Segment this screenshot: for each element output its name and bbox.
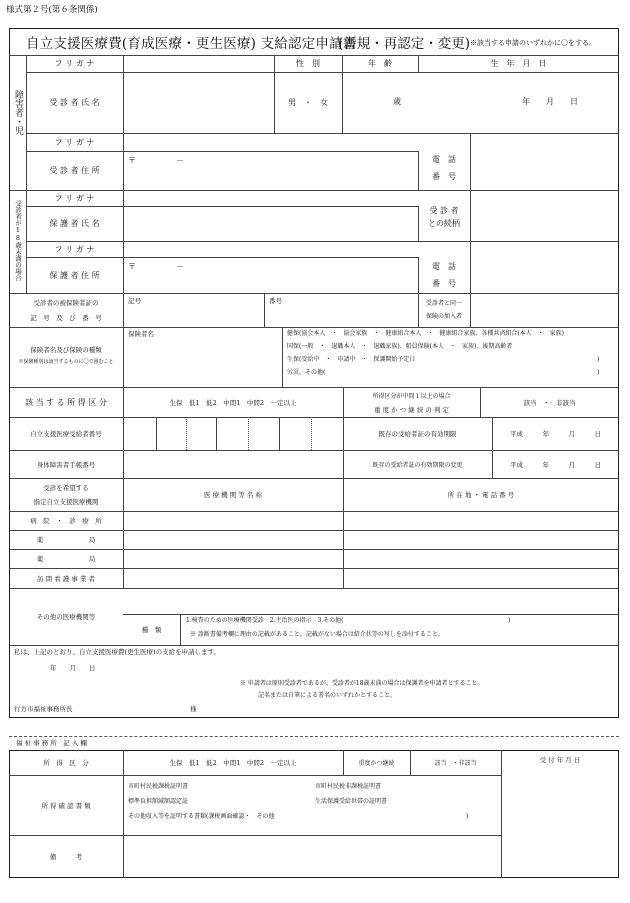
patient-phone-label-1: 電 話	[432, 155, 456, 164]
patient-address-label: 受 診 者 住 所	[49, 166, 100, 175]
form-label: 様式第２号(第６条関係)	[6, 5, 98, 15]
other-facility-label: その他の医療機関等	[36, 613, 96, 621]
title-note: ※該当する申請のいずれかに〇をする。	[470, 39, 596, 47]
guardian-name-label: 保 護 者 氏 名	[49, 219, 100, 228]
bangou-label: 番号	[269, 297, 282, 305]
birthdate-header: 生 年 月 日	[490, 59, 547, 68]
office-income-options[interactable]: 生保 低1 低2 中間1 中間2 一定以上	[169, 759, 297, 767]
severe-label-1: 所得区分が中間１以上の場合	[372, 392, 451, 400]
application-kind: (新規・再認定・変更)	[338, 36, 471, 52]
insurance-type-other-close: )	[597, 369, 600, 376]
guardian-postal[interactable]: 〒 －	[128, 262, 184, 271]
declaration-text: 私は、上記のとおり、自立支援医療費(更生医療)の支給を申請します。	[14, 648, 221, 656]
addressee: 行方市福祉事務所長	[14, 705, 73, 713]
doc-reduction-certificate[interactable]: 標準負担額減額認定証	[128, 798, 189, 805]
insurance-type-welfare-close: )	[597, 356, 600, 363]
guardian-address-furigana-label: フ リ ガ ナ	[54, 244, 95, 254]
insurer-note: ※保険種別は該当するものに〇で囲むこと	[18, 358, 114, 365]
handbook-no-label: 身体障害者手帳番号	[36, 460, 96, 469]
insurance-type-national[interactable]: 国保(一般 ・ 退職本人 ・ 退職家族)、船員保険(本人 ・ 家族)、後期高齢者	[287, 343, 513, 350]
income-class-options[interactable]: 生保 低1 低2 中間1 中間2 一定以上	[169, 398, 297, 407]
severe-label-2: 重 度 か つ 継 続 の 判 定	[373, 405, 450, 414]
insurance-type-other[interactable]: 労災、その他(	[287, 369, 326, 376]
office-header: 福 祉 事 務 所 記 入 欄	[16, 739, 87, 747]
sex-options[interactable]: 男 ・ 女	[288, 98, 328, 107]
home-nursing-label: 訪 問 看 護 事 業 者	[37, 574, 95, 583]
declaration-date[interactable]: 年 月 日	[50, 664, 96, 672]
doc-welfare-certificate[interactable]: 生活保護受給世帯の証明書	[315, 798, 388, 805]
hospital-label: 病 院 ・ 診 療 所	[30, 517, 102, 525]
guardian-address-label: 保 護 者 住 所	[49, 270, 100, 280]
income-class-label: 該 当 す る 所 得 区 分	[25, 397, 107, 407]
expiry-change-label: 既存の受給者証の有効期限の変更	[372, 461, 463, 469]
office-income-label: 所 得 区 分	[43, 759, 89, 767]
income-docs-label: 所 得 確 認 書 類	[41, 801, 91, 810]
facility-name-header: 医 療 機 関 等 名 称	[204, 491, 262, 499]
pharmacy-label-2: 薬 局	[36, 555, 96, 563]
age-unit: 歳	[393, 97, 401, 106]
existing-expiry-label: 既存の受給者証の有効期限	[378, 430, 457, 438]
patient-section-label: 障害者・児	[13, 90, 23, 135]
doc-nontax-certificate[interactable]: 市町村民税非課税証明書	[315, 783, 382, 790]
same-insurance-label-1: 受診者と同一	[425, 300, 462, 307]
age-header: 年 齢	[368, 59, 392, 68]
form-title: 自立支援医療費(育成医療・更生医療) 支給認定申請書	[26, 36, 357, 52]
patient-postal[interactable]: 〒 －	[128, 156, 184, 165]
guardian-furigana-label: フ リ ガ ナ	[54, 193, 95, 203]
doc-tax-certificate[interactable]: 市町村民税課税証明書	[128, 783, 189, 790]
minor-section-label: 受診者が18歳未満の場合	[14, 200, 22, 281]
kind-options[interactable]: 1.検査のための医療機関受診 2.主治医の指示 3.その他(	[186, 617, 344, 624]
kigou-label: 記号	[128, 297, 141, 305]
same-insurance-label-2: 保険の加入者	[425, 313, 462, 320]
office-severe-label: 重度かつ継続	[358, 760, 395, 767]
guardian-phone-label-2: 番 号	[432, 278, 456, 288]
address-furigana-label: フ リ ガ ナ	[54, 137, 95, 147]
kind-options-close: )	[508, 617, 511, 624]
relation-label-1: 受 診 者	[429, 205, 459, 215]
facility-address-header: 所 在 地 ・ 電 話 番 号	[447, 491, 515, 499]
insurance-no-label-2: 記 号 及 び 番 号	[30, 313, 102, 322]
doc-other-close: )	[466, 813, 469, 820]
cut-line	[9, 736, 619, 737]
applicant-note-2: 記名または自筆による署名のいずれかとすること。	[258, 692, 397, 699]
recipient-no-label: 自立支援医療受給者番号	[30, 430, 102, 438]
addressee-honorific: 様	[190, 705, 197, 713]
kind-label: 種 類	[141, 626, 162, 634]
insurer-label: 保険者名及び保険の種類	[30, 345, 102, 354]
insurance-type-welfare[interactable]: 生保(受給中 ・ 申請中 ・ 保護開始予定日	[287, 356, 416, 363]
received-date-label: 受 付 年 月 日	[539, 755, 581, 764]
doc-other[interactable]: その他収入等を証明する書類(課税画面確認・ その他	[128, 813, 275, 820]
guardian-phone-label-1: 電 話	[432, 261, 456, 271]
sex-header: 性 別	[296, 59, 320, 68]
applicant-note-1: ※ 申請者は原則受診者であるが、受診者が18歳未満の場合は保護者を申請者とすること。	[240, 680, 484, 687]
patient-furigana-label: フ リ ガ ナ	[54, 59, 95, 68]
expiry-change-date[interactable]: 平成 年 月 日	[510, 460, 601, 469]
pharmacy-label-1: 薬 局	[36, 536, 96, 544]
office-severe-options[interactable]: 該当 ・非該当	[434, 760, 477, 767]
severe-options[interactable]: 該当 ・ 非該当	[523, 398, 576, 407]
patient-name-label: 受 診 者 氏 名	[49, 98, 100, 107]
office-remarks-label: 備 考	[49, 853, 83, 861]
existing-expiry-date[interactable]: 平成 年 月 日	[510, 430, 601, 438]
relation-label-2: との続柄	[428, 218, 460, 228]
desired-facility-label-1: 受診を希望する	[43, 484, 89, 492]
insurance-type-health[interactable]: 健保(協会本人 ・ 協会家族 ・ 健康組合本人 ・ 健康組合家族、各種共済組合(本人 ・ 家族)	[287, 330, 565, 337]
kind-note: ※ 診断書備考欄に理由の記載があること。記載がない場合は紹介状等の写しを添付すること。	[190, 631, 444, 638]
patient-phone-label-2: 番 号	[432, 172, 456, 181]
birthdate-field[interactable]: 年 月 日	[522, 97, 578, 106]
insurer-name-label: 保険者名	[128, 330, 154, 338]
insurance-no-label-1: 受診者の被保険者証の	[33, 298, 99, 307]
desired-facility-label-2: 指定自立支援医療機関	[33, 498, 99, 506]
